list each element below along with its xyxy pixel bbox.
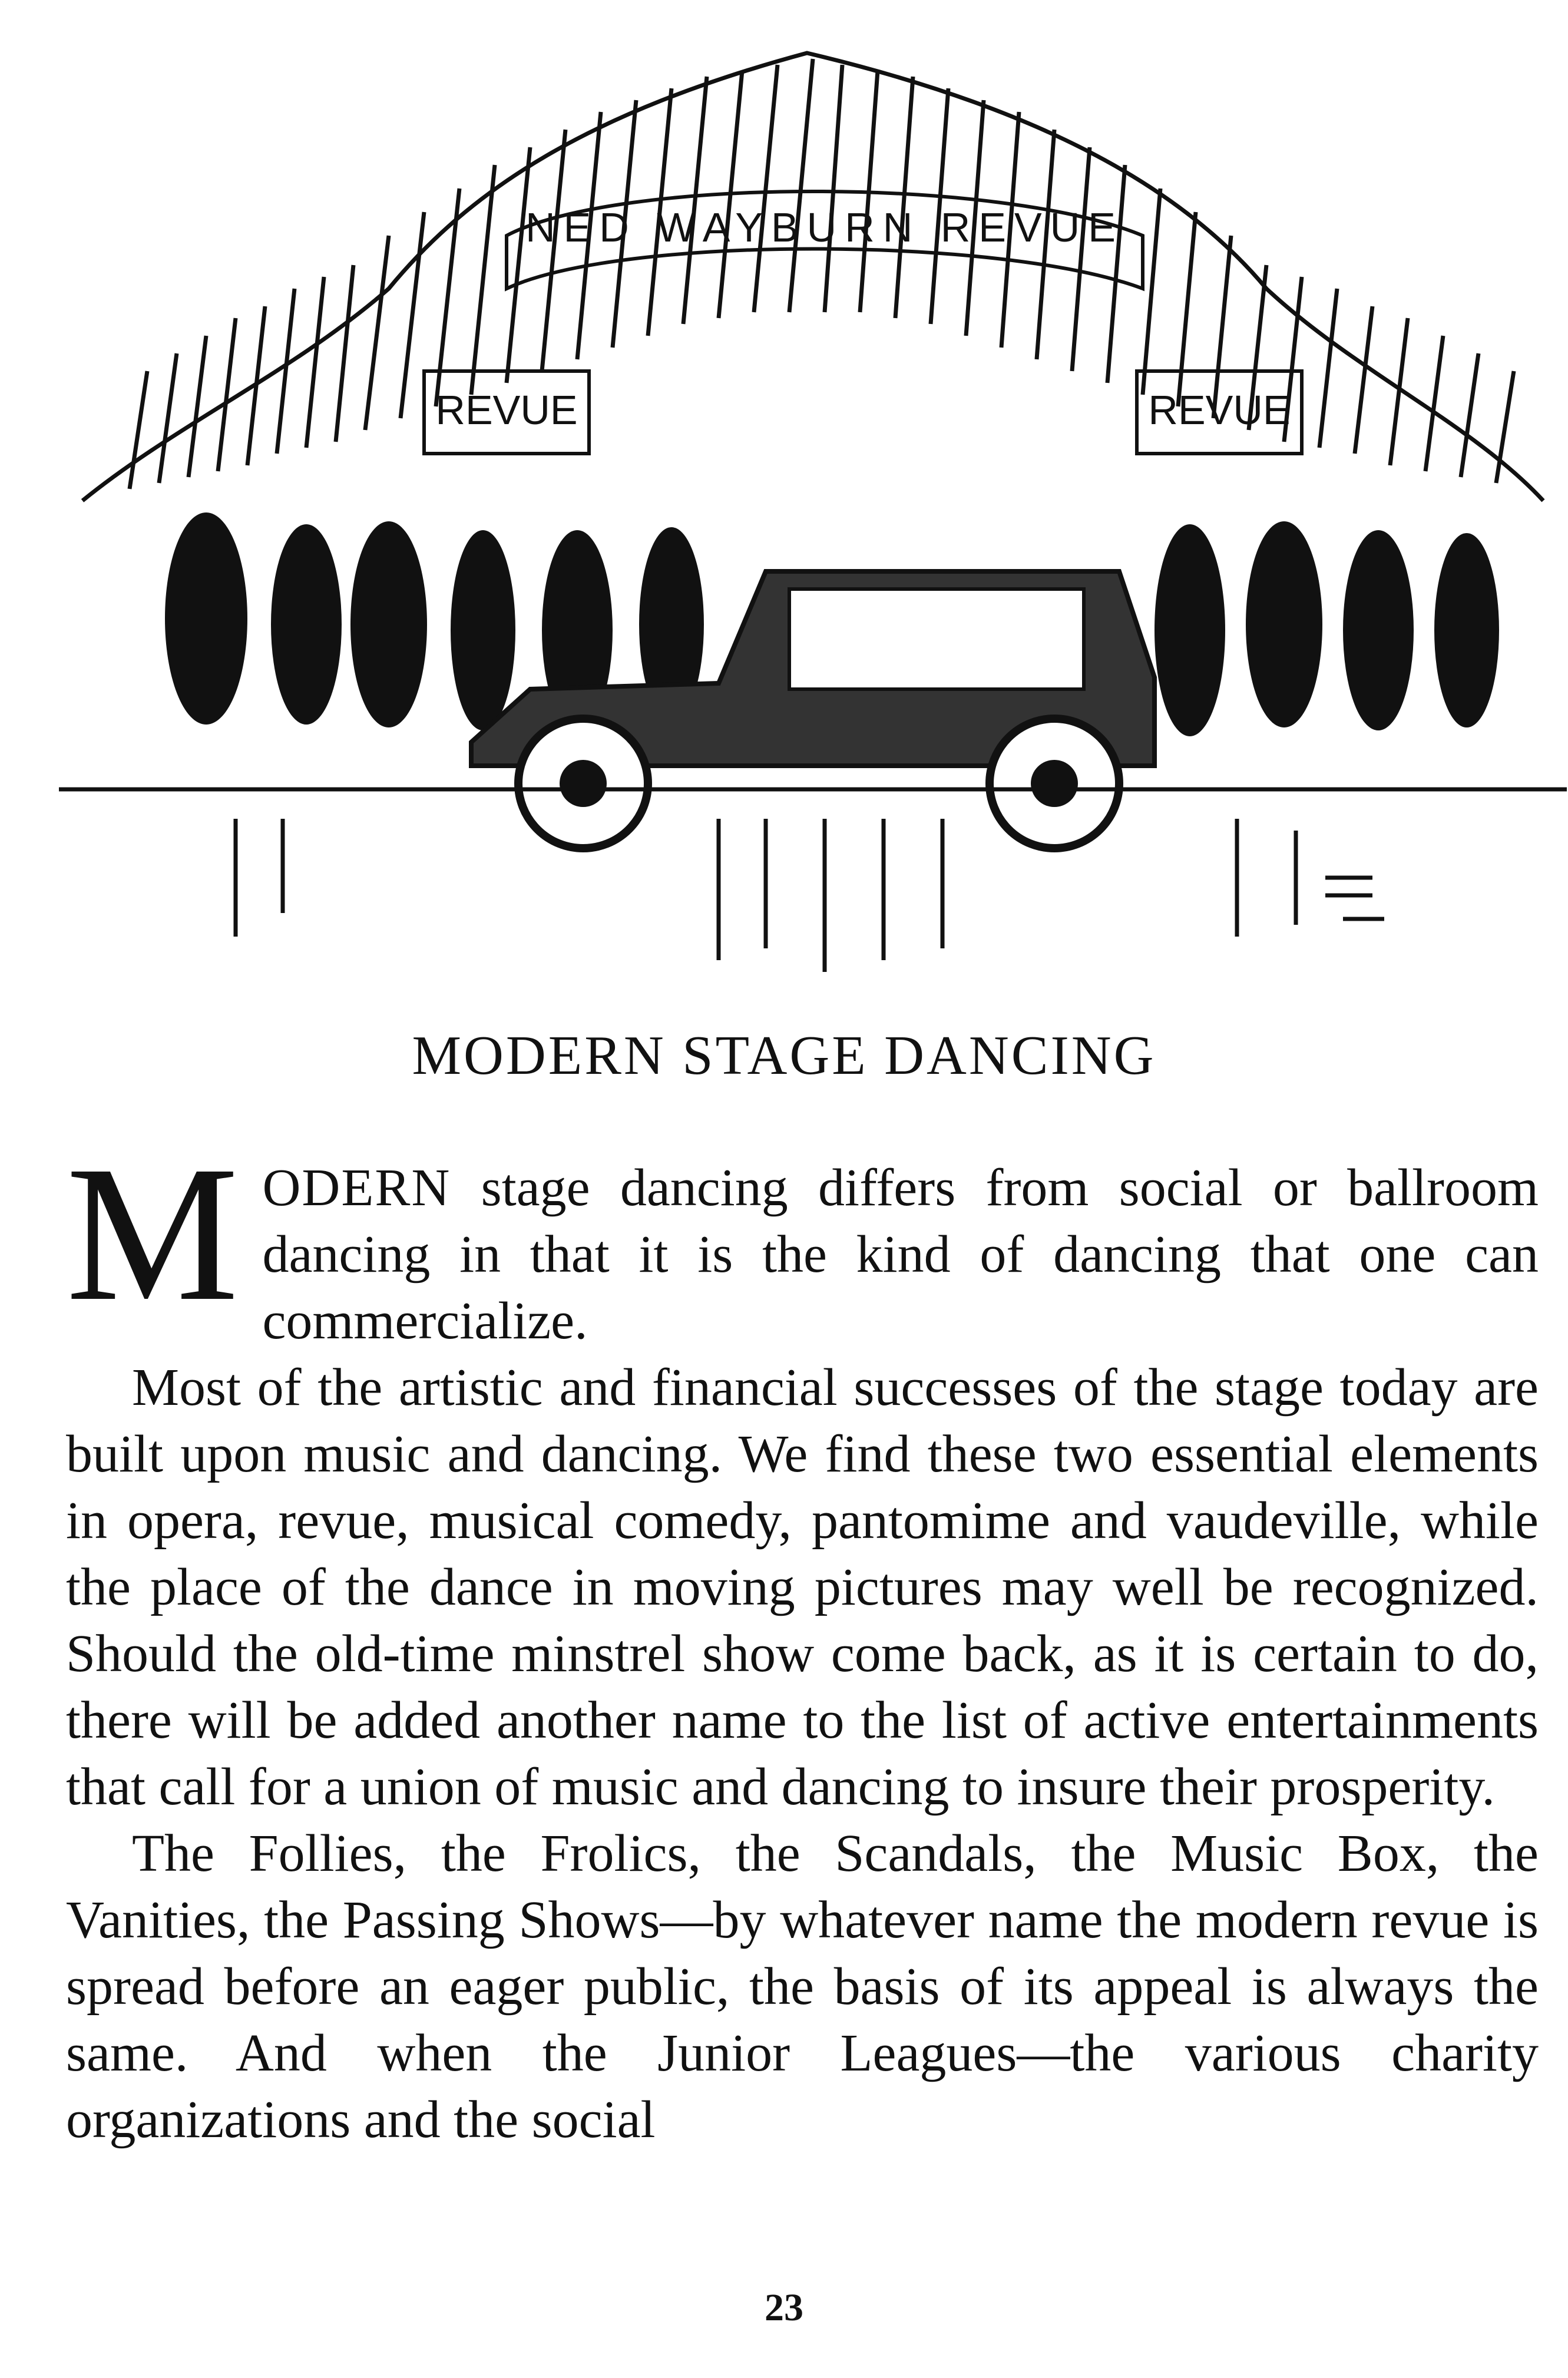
drop-cap: M <box>66 1126 239 1341</box>
right-sign-text: REVUE <box>1148 387 1291 433</box>
chapter-title: MODERN STAGE DANCING <box>412 1025 1156 1086</box>
left-sign-text: REVUE <box>435 387 578 433</box>
street-lines <box>59 789 1567 972</box>
marquee <box>507 191 1143 289</box>
side-signs <box>424 371 1302 454</box>
arch-hatching <box>82 53 1543 501</box>
paragraph-1 <box>66 1126 1539 1354</box>
paragraph-3: The Follies, the Frolics, the Scandals, the Music Box, the Vanities, the Passing Shows—by whatever name the modern revue is spread before an eager public, the basis of its appeal is always the same. And when the Junior Leagues—the various charity organizations and the social <box>66 1824 1539 2149</box>
theater-sketch <box>59 41 1567 984</box>
article-body <box>66 1126 1539 2153</box>
paragraph-2: Most of the artistic and financial successes of the stage today are built upon music and dancing. We find these two essential elements in opera, revue, musical comedy, pantomime and vaudeville, while the place of the dance in moving pictures may well be recognized. Should the old-time minstrel show come back, as it is certain to do, there will be added another name to the list of active entertainments that call for a union of music and dancing to insure their prosperity. <box>66 1358 1539 1816</box>
theater-front-illustration <box>59 41 1567 984</box>
paragraph-1-text: stage dancing differs from social or ballroom dancing in that it is the kind of dancing that one can commercialize. <box>262 1159 1539 1350</box>
marquee-text: NED WAYBURN REVUE <box>525 204 1124 250</box>
opening-smallcaps: ODERN <box>262 1159 451 1217</box>
page-number: 23 <box>765 2286 803 2329</box>
